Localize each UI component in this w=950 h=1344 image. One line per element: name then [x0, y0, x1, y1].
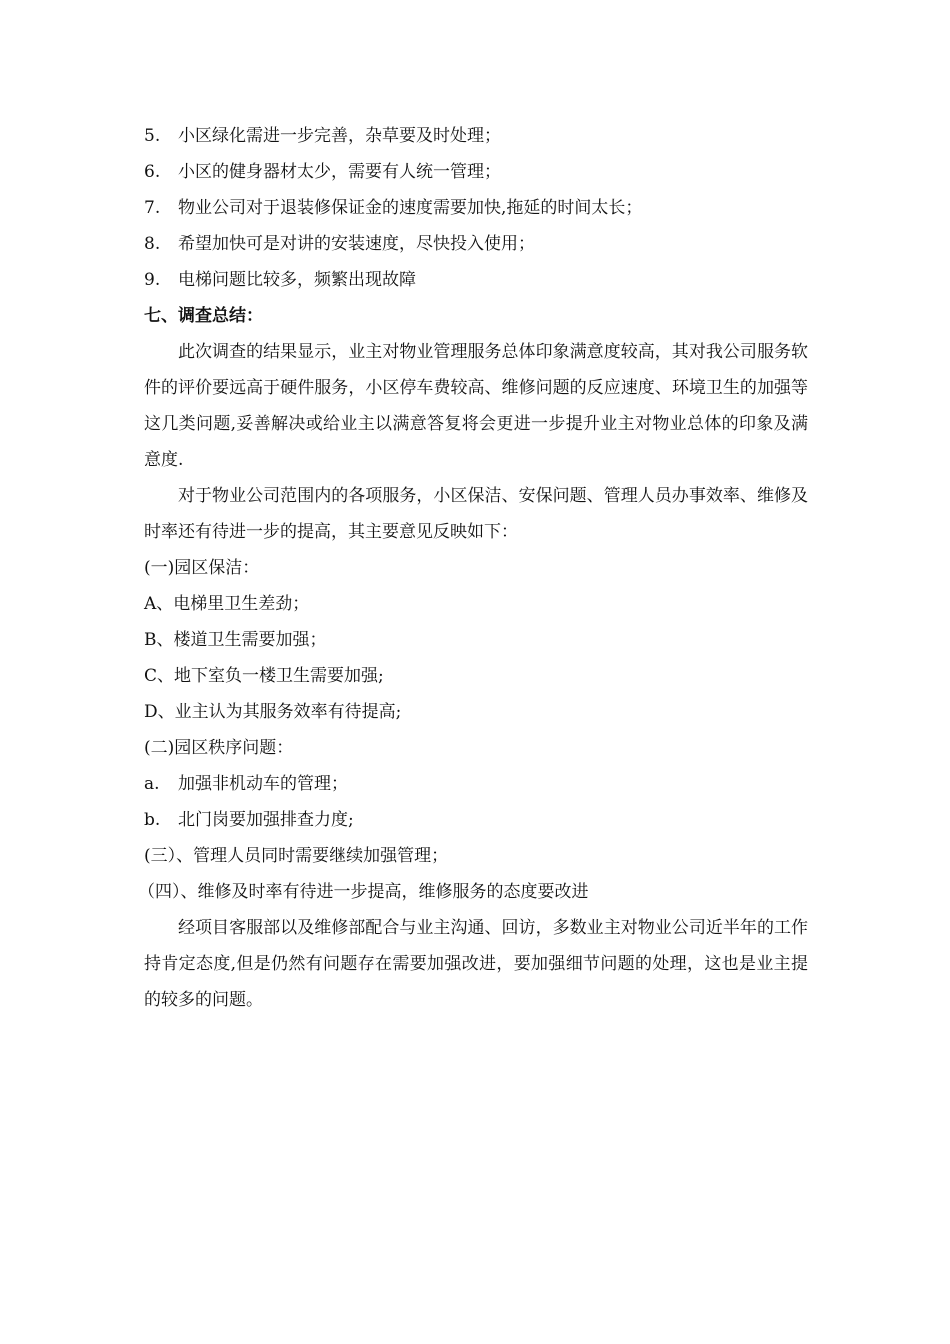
list-item-letter: b.	[144, 810, 161, 830]
section-heading: 七、调查总结：	[144, 306, 263, 326]
list-item-text: 电梯问题比较多，频繁出现故障	[178, 270, 416, 290]
group-title-order: (二)园区秩序问题：	[144, 738, 294, 758]
summary-paragraph: 此次调查的结果显示，业主对物业管理服务总体印象满意度较高，其对我公司服务软件的评价要远高于硬件服务，小区停车费较高、维修问题的反应速度、环境卫生的加强等这几类问题,妥善解决或给业主以满意答复将会更进一步提升业主对物业总体的印象及满意度.	[144, 342, 808, 470]
list-item: A、电梯里卫生差劲；	[144, 594, 310, 614]
list-item: C、地下室负一楼卫生需要加强;	[144, 666, 384, 686]
list-item-text: 希望加快可是对讲的安装速度，尽快投入使用；	[178, 234, 535, 254]
list-item	[144, 802, 808, 838]
list-item	[144, 154, 808, 190]
list-item	[144, 226, 808, 262]
group-title-cleaning: (一)园区保洁：	[144, 558, 260, 578]
list-item-text: 小区绿化需进一步完善，杂草要及时处理；	[178, 126, 501, 146]
list-item: B、楼道卫生需要加强；	[144, 630, 327, 650]
list-item-number: 9.	[144, 270, 161, 290]
list-item-text: 北门岗要加强排查力度;	[178, 810, 354, 830]
list-item-number: 6.	[144, 162, 161, 182]
list-item-number: 7.	[144, 198, 161, 218]
list-item	[144, 766, 808, 802]
list-item-number: 8.	[144, 234, 161, 254]
list-item: D、业主认为其服务效率有待提高;	[144, 702, 402, 722]
conclusion-paragraph: 经项目客服部以及维修部配合与业主沟通、回访，多数业主对物业公司近半年的工作持肯定态度,但是仍然有问题存在需要加强改进，要加强细节问题的处理，这也是业主提的较多的问题。	[144, 918, 808, 1010]
list-item-number: 5.	[144, 126, 161, 146]
group-title-repair: （四）、维修及时率有待进一步提高，维修服务的态度要改进	[138, 882, 589, 902]
list-item-letter: a.	[144, 774, 160, 794]
list-item-text: 小区的健身器材太少，需要有人统一管理；	[178, 162, 501, 182]
service-paragraph: 对于物业公司范围内的各项服务，小区保洁、安保问题、管理人员办事效率、维修及时率还有待进一步的提高，其主要意见反映如下：	[144, 486, 808, 542]
list-item	[144, 118, 808, 154]
list-item-text: 物业公司对于退装修保证金的速度需要加快,拖延的时间太长；	[178, 198, 643, 218]
document-body	[138, 118, 808, 1018]
list-item	[144, 190, 808, 226]
list-item	[144, 262, 808, 298]
list-item-text: 加强非机动车的管理；	[178, 774, 348, 794]
group-title-management: (三）、管理人员同时需要继续加强管理；	[144, 846, 449, 866]
